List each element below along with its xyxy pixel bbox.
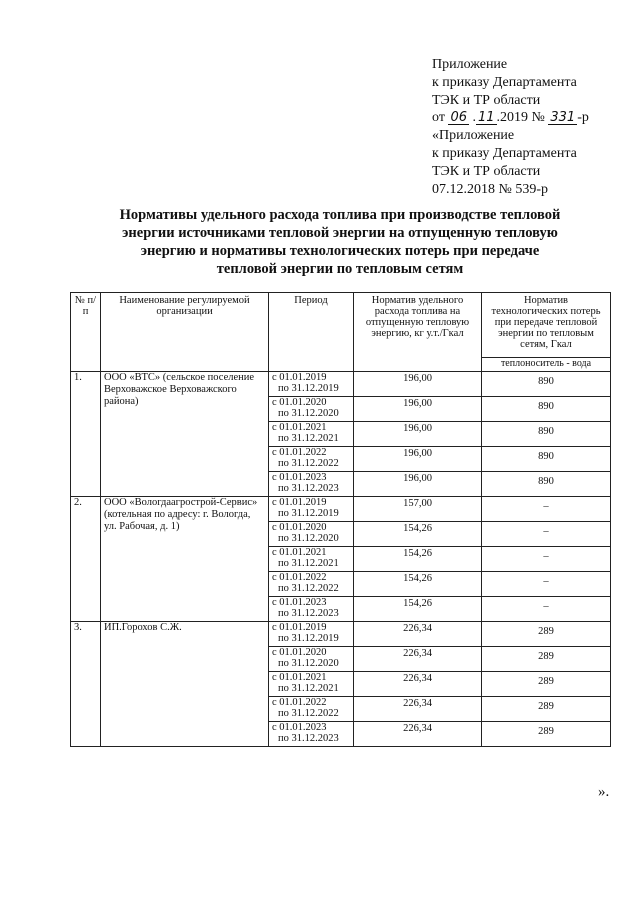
period-to: по 31.12.2022 bbox=[278, 458, 339, 469]
fuel-norm-value: 226,34 bbox=[354, 647, 482, 672]
period-from: с 01.01.2019 bbox=[272, 497, 327, 508]
fuel-norm-value: 226,34 bbox=[354, 672, 482, 697]
header-num: № п/п bbox=[71, 293, 101, 372]
fuel-norm-value: 226,34 bbox=[354, 622, 482, 647]
fuel-norm-value: 226,34 bbox=[354, 722, 482, 747]
loss-norm-value: – bbox=[482, 572, 611, 597]
period-to: по 31.12.2019 bbox=[278, 633, 339, 644]
loss-norm-value: 890 bbox=[482, 447, 611, 472]
period-cell bbox=[269, 497, 354, 522]
period-cell bbox=[269, 522, 354, 547]
table-row bbox=[71, 372, 611, 397]
row-number: 2. bbox=[71, 497, 101, 622]
fuel-norm-value: 154,26 bbox=[354, 572, 482, 597]
table-row bbox=[71, 622, 611, 647]
fuel-norm-value: 226,34 bbox=[354, 697, 482, 722]
fuel-norm-value: 196,00 bbox=[354, 397, 482, 422]
period-to: по 31.12.2020 bbox=[278, 533, 339, 544]
row-number: 3. bbox=[71, 622, 101, 747]
period-cell bbox=[269, 422, 354, 447]
loss-norm-value: – bbox=[482, 597, 611, 622]
order-mid: .2019 № bbox=[496, 110, 545, 126]
loss-norm-value: 890 bbox=[482, 422, 611, 447]
period-to: по 31.12.2022 bbox=[278, 708, 339, 719]
title-line: энергии источниками тепловой энергии на отпущенную тепловую bbox=[122, 225, 558, 241]
fuel-norm-value: 196,00 bbox=[354, 472, 482, 497]
closing-quote: ». bbox=[598, 784, 610, 800]
annex-line: к приказу Департамента bbox=[432, 145, 577, 161]
header-loss-sub: теплоноситель - вода bbox=[482, 358, 611, 372]
header-period: Период bbox=[269, 293, 354, 372]
period-cell bbox=[269, 472, 354, 497]
loss-norm-value: 289 bbox=[482, 647, 611, 672]
loss-norm-value: 289 bbox=[482, 722, 611, 747]
period-to: по 31.12.2020 bbox=[278, 658, 339, 669]
period-from: с 01.01.2019 bbox=[272, 372, 327, 383]
loss-norm-value: – bbox=[482, 547, 611, 572]
period-from: с 01.01.2022 bbox=[272, 572, 327, 583]
period-cell bbox=[269, 697, 354, 722]
period-to: по 31.12.2022 bbox=[278, 583, 339, 594]
period-cell bbox=[269, 397, 354, 422]
period-from: с 01.01.2023 bbox=[272, 597, 327, 608]
loss-norm-value: 289 bbox=[482, 672, 611, 697]
order-day: 06 bbox=[450, 110, 467, 126]
annex-line: «Приложение bbox=[432, 128, 515, 144]
loss-norm-value: – bbox=[482, 522, 611, 547]
order-prefix: от bbox=[432, 110, 445, 126]
annex-block bbox=[432, 56, 589, 198]
order-month: 11 bbox=[477, 110, 495, 126]
fuel-norm-value: 154,26 bbox=[354, 597, 482, 622]
period-from: с 01.01.2021 bbox=[272, 672, 327, 683]
loss-norm-value: – bbox=[482, 497, 611, 522]
period-from: с 01.01.2020 bbox=[272, 397, 327, 408]
period-cell bbox=[269, 647, 354, 672]
fuel-norm-value: 196,00 bbox=[354, 372, 482, 397]
loss-norm-value: 289 bbox=[482, 697, 611, 722]
period-to: по 31.12.2023 bbox=[278, 483, 339, 494]
annex-line: ТЭК и ТР области bbox=[432, 163, 541, 179]
period-to: по 31.12.2021 bbox=[278, 683, 339, 694]
period-cell bbox=[269, 572, 354, 597]
period-cell bbox=[269, 547, 354, 572]
period-to: по 31.12.2023 bbox=[278, 733, 339, 744]
annex-line: Приложение bbox=[432, 57, 508, 72]
period-to: по 31.12.2021 bbox=[278, 433, 339, 444]
document-title bbox=[70, 206, 610, 278]
period-from: с 01.01.2021 bbox=[272, 422, 327, 433]
annex-order-line: от 06 . 11 .2019 № 331 -р bbox=[432, 110, 589, 126]
loss-norm-value: 890 bbox=[482, 372, 611, 397]
organization-name: ООО «Вологдаагрострой-Сервис» (котельная по адресу: г. Вологда, ул. Рабочая, д. 1) bbox=[101, 497, 269, 622]
period-to: по 31.12.2019 bbox=[278, 508, 339, 519]
period-cell bbox=[269, 447, 354, 472]
fuel-norm-value: 157,00 bbox=[354, 497, 482, 522]
loss-norm-value: 890 bbox=[482, 472, 611, 497]
title-line: Нормативы удельного расхода топлива при производстве тепловой bbox=[119, 207, 561, 223]
period-from: с 01.01.2022 bbox=[272, 447, 327, 458]
period-to: по 31.12.2019 bbox=[278, 383, 339, 394]
order-number: 331 bbox=[550, 110, 576, 126]
fuel-norm-value: 196,00 bbox=[354, 447, 482, 472]
period-from: с 01.01.2023 bbox=[272, 472, 327, 483]
period-from: с 01.01.2021 bbox=[272, 547, 327, 558]
period-to: по 31.12.2023 bbox=[278, 608, 339, 619]
period-cell bbox=[269, 372, 354, 397]
period-cell bbox=[269, 597, 354, 622]
fuel-norm-value: 154,26 bbox=[354, 522, 482, 547]
header-loss: Норматив технологических потерь при передаче тепловой энергии по тепловым сетям, Гкал bbox=[482, 293, 611, 358]
period-cell bbox=[269, 722, 354, 747]
annex-line: к приказу Департамента bbox=[432, 74, 577, 90]
fuel-norm-value: 154,26 bbox=[354, 547, 482, 572]
organization-name: ООО «ВТС» (сельское поселение Верховажское Верховажского района) bbox=[101, 372, 269, 497]
title-line: энергию и нормативы технологических потерь при передаче bbox=[140, 243, 540, 259]
norms-table bbox=[70, 292, 611, 747]
table-row bbox=[71, 497, 611, 522]
annex-line: 07.12.2018 № 539-р bbox=[432, 181, 549, 197]
title-line: тепловой энергии по тепловым сетям bbox=[216, 261, 464, 277]
period-from: с 01.01.2020 bbox=[272, 522, 327, 533]
loss-norm-value: 890 bbox=[482, 397, 611, 422]
row-number: 1. bbox=[71, 372, 101, 497]
period-to: по 31.12.2020 bbox=[278, 408, 339, 419]
fuel-norm-value: 196,00 bbox=[354, 422, 482, 447]
header-org: Наименование регулируемой организации bbox=[101, 293, 269, 372]
header-fuel: Норматив удельного расхода топлива на отпущенную тепловую энергию, кг у.т./Гкал bbox=[354, 293, 482, 372]
period-to: по 31.12.2021 bbox=[278, 558, 339, 569]
period-from: с 01.01.2023 bbox=[272, 722, 327, 733]
organization-name: ИП.Горохов С.Ж. bbox=[101, 622, 269, 747]
annex-line: ТЭК и ТР области bbox=[432, 92, 541, 108]
period-cell bbox=[269, 672, 354, 697]
order-suffix: -р bbox=[577, 110, 589, 126]
period-cell bbox=[269, 622, 354, 647]
loss-norm-value: 289 bbox=[482, 622, 611, 647]
period-from: с 01.01.2020 bbox=[272, 647, 327, 658]
period-from: с 01.01.2019 bbox=[272, 622, 327, 633]
period-from: с 01.01.2022 bbox=[272, 697, 327, 708]
